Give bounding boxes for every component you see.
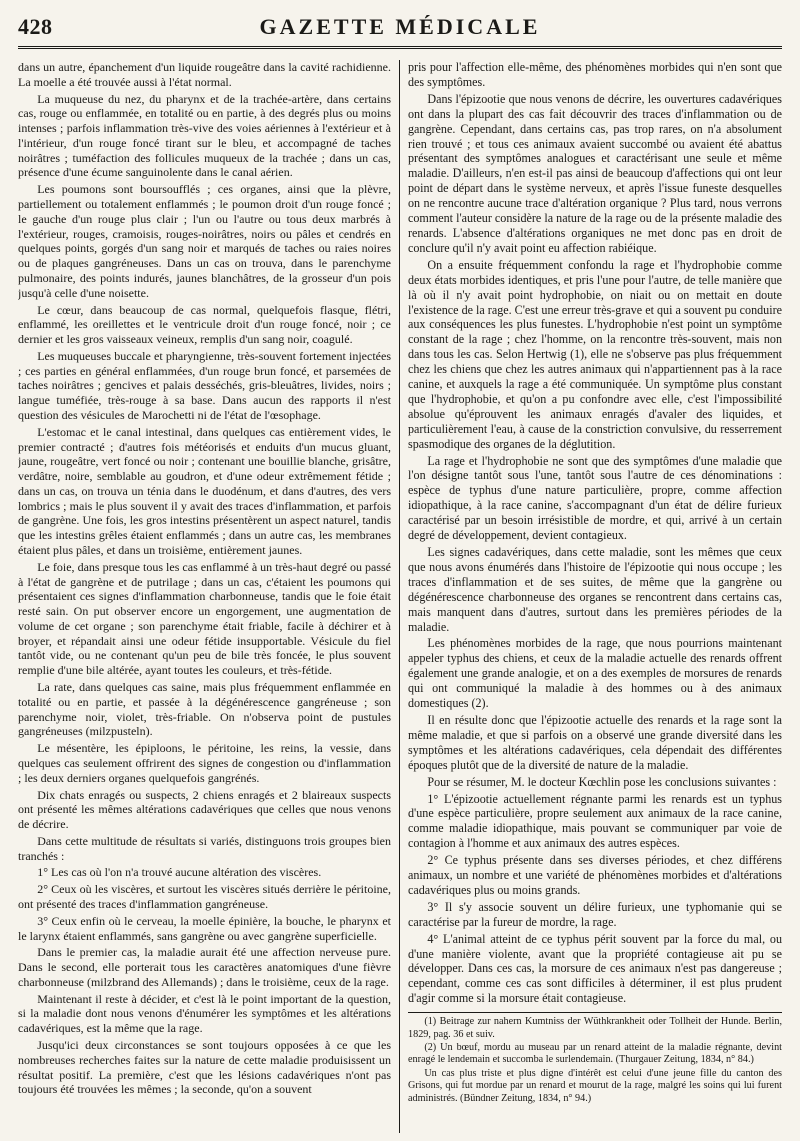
paragraph: pris pour l'affection elle-même, des phénomènes morbides qui n'en sont que des symptômes. xyxy=(408,60,782,89)
page-header xyxy=(18,14,782,54)
paragraph: 2° Ceux où les viscères, et surtout les viscères situés derrière le péritoine, ont présenté des traces d'inflammation gangréneuse. xyxy=(18,882,391,911)
paragraph: L'estomac et le canal intestinal, dans quelques cas entièrement vides, le premier contracté ; d'autres fois météorisés et enduits d'un mucus gluant, jaune, rougeâtre, vert foncé ou noir ; contenant une bouillie blanche, grisâtre, verdâtre, noire, semblable au goudron, et d'une odeur extrêmement fétide ; dans un cas, on trouva un ténia dans le duodénum, et dans d'autres, des vers lombrics ; mais le plus souvent il y avait des traces d'inflammation, et parfois de gangrène. Une fois, les gros intestins présentèrent un aspect naturel, tandis que les intestins grêles étaient enflammés ; dans un autre cas, les membranes étaient plus pâles, et dans un troisième, entièrement jaunes. xyxy=(18,424,391,557)
paragraph: 2° Ce typhus présente dans ses diverses périodes, et chez différens animaux, un nombre et une variété de phénomènes morbides et d'altérations cadavériques plus ou moins grands. xyxy=(408,853,782,897)
paragraph: Les poumons sont boursoufflés ; ces organes, ainsi que la plèvre, partiellement ou totalement enflammés ; le poumon droit d'un rouge foncé ; le gauche d'un rouge plus clair ; l'un ou l'autre ou tous deux marbrés à l'extérieur, rouges, cramoisis, rouges-noirâtres, noirs ou pâles et cendrés en quelques points, gorgés d'un sang noir et marqués de taches ou raies noires ou de plaques gangréneuses. Dans un cas on trouva, dans le parenchyme pulmonaire, des points indurés, jaunes blanchâtres, de la grosseur d'un pois jusqu'à celle d'une noisette. xyxy=(18,182,391,300)
paragraph: Jusqu'ici deux circonstances se sont toujours opposées à ce que les nombreuses recherches faites sur la nature de cette maladie produisissent un résultat positif. La première, c'est que les lésions cadavériques n'ont pas toujours été trouvées les mêmes ; la seconde, qu'on a souvent xyxy=(18,1038,391,1097)
paragraph: On a ensuite fréquemment confondu la rage et l'hydrophobie comme deux états morbides identiques, et pris l'une pour l'autre, de telle manière que là où il n'y avait point hydrophobie, on niait ou on mettait en doute l'existence de la rage. C'est une erreur très-grave et qui a souvent pu conduire aux conséquences les plus funestes. L'hydrophobie n'est point un symptôme constant de la rage ; chez l'homme, on la rencontre très-souvent, mais non dans tous les cas. Selon Hertwig (1), elle ne s'observe pas plus fréquemment chez les chiens que chez les autres animaux qui n'appartiennent pas à la race canine, et auxquels la rage a été communiquée. Un symptôme plus constant que l'hydrophobie, et qu'on a pu confondre avec elle, c'est l'impossibilité absolue qu'éprouvent les animaux enragés d'avaler des liquides, et particulièrement l'eau, à cause de la constriction convulsive, du resserrement spasmodique des organes de la déglutition. xyxy=(408,257,782,451)
paragraph: 1° L'épizootie actuellement régnante parmi les renards est un typhus d'une espèce particulière, propre seulement aux animaux de la race canine, comme maladie idiopathique, mais pouvant se communiquer par voie de contagion à l'homme et aux animaux des autres espèces. xyxy=(408,791,782,851)
paragraph: Dans l'épizootie que nous venons de décrire, les ouvertures cadavériques ont dans la plupart des cas fait découvrir des traces d'inflammation ou de gangrène. Cependant, dans certains cas, pas trop rares, on n'a absolument rien trouvé ; et tous ces animaux avaient succombé ou avaient été abattus présentant des symptômes analogues et caractérisant une seule et même maladie. D'ailleurs, n'en est-il pas ainsi de beaucoup d'affections qui ont leur point de départ dans le système nerveux, et après l'issue funeste desquelles on ne rencontre aucune trace d'altération organique ? Plus tard, nous verrons comment l'auteur considère la nature de la rage ou de la présente maladie des renards. L'absence d'altérations organiques ne met donc pas en droit de conclure qu'il n'y avait point eu affection rabiéique. xyxy=(408,91,782,255)
paragraph: Il en résulte donc que l'épizootie actuelle des renards et la rage sont la même maladie, et que si parfois on a observé une grande diversité dans les symptômes et les altérations cadavériques, cela dépendait des différentes époques plutôt que de la diversité de nature de la maladie. xyxy=(408,712,782,772)
paragraph: 3° Il s'y associe souvent un délire furieux, une typhomanie qui se caractérise par la fureur de mordre, la rage. xyxy=(408,899,782,929)
paragraph: Dix chats enragés ou suspects, 2 chiens enragés et 2 blaireaux suspects ont présenté les mêmes altérations cadavériques que celles que nous venons de décrire. xyxy=(18,787,391,832)
paragraph: Le cœur, dans beaucoup de cas normal, quelquefois flasque, flétri, enflammé, les oreillettes et le ventricule droit d'un rouge foncé, noir ; ce dernier et les gros vaisseaux veineux, remplis d'un sang noir, coagulé. xyxy=(18,302,391,347)
paragraph: Le mésentère, les épiploons, le péritoine, les reins, la vessie, dans quelques cas seulement offrirent des signes de congestion ou d'inflammation ; les deux derniers organes quelquefois gangrénés. xyxy=(18,741,391,785)
paragraph: La rate, dans quelques cas saine, mais plus fréquemment enflammée en totalité ou en partie, et passée à la dégénérescence gangréneuse ; son parenchyme noir, violet, très-friable. On n'observa point de pustules gangréneuses (milzpusteln). xyxy=(18,680,391,739)
text-columns xyxy=(18,60,782,1133)
paragraph: dans un autre, épanchement d'un liquide rougeâtre dans la cavité rachidienne. La moelle a été trouvée aussi à l'état normal. xyxy=(18,60,391,89)
paragraph: Les muqueuses buccale et pharyngienne, très-souvent fortement injectées ; ces parties en général enflammées, d'un rouge brun foncé, et parsemées de taches noirâtres ; gencives et palais desséchés, gris-bleuâtres, livides, noirs ; langue tuméfiée, très-rouge à sa base. Dans aucun des rapports il n'est question des vésicules de Marochetti ni de l'état de l'œsophage. xyxy=(18,348,391,422)
paragraph: 4° L'animal atteint de ce typhus périt souvent par la force du mal, ou d'une manière violente, avant que la propriété contagieuse ait pu se développer. Dans ces cas, la morsure de ces animaux n'est pas dangereuse ; cependant, comme ces cas sont difficiles à déterminer, il est plus prudent d'agir comme si la morsure était contagieuse. xyxy=(408,931,782,1006)
paragraph: Maintenant il reste à décider, et c'est là le point important de la question, si la maladie dont nous venons d'énumérer les symptômes et les altérations cadavériques, est la même que la rage. xyxy=(18,991,391,1036)
journal-title: GAZETTE MÉDICALE xyxy=(259,14,541,39)
paragraph: Le foie, dans presque tous les cas enflammé à un très-haut degré ou passé à l'état de gangrène et de putrilage ; dans un cas, c'étaient les poumons qui présentaient ces signes d'inflammation charbonneuse, tandis que le foie était resté sain. On put observer encore un engorgement, une augmentation de volume de cet organe ; son parenchyme était friable, facile à déchirer et à broyer, et répandait ainsi une odeur fétide insupportable. Vésicule du fiel tantôt vide, ou ne contenant qu'un peu de bile très foncée, le plus souvent remplie d'une bile altérée, ayant toutes les couleurs, et très-fétide. xyxy=(18,559,391,678)
paragraph: La rage et l'hydrophobie ne sont que des symptômes d'une maladie que l'on désigne tantôt sous l'une, tantôt sous l'autre de ces dénominations : espèce de typhus d'une nature particulière, propre, comme affection idiopathique, à la race canine, s'accompagnant d'un état de délire furieux caractérisé par un besoin irrésistible de mordre, et qui, arrivé à un certain degré de développement, devient contagieux. xyxy=(408,453,782,543)
left-column xyxy=(18,60,400,1133)
paragraph: Pour se résumer, M. le docteur Kœchlin pose les conclusions suivantes : xyxy=(427,774,777,789)
paragraph: La muqueuse du nez, du pharynx et de la trachée-artère, dans certains cas, rouge ou enflammée, en totalité ou en partie, à des degrés plus ou moins intenses ; parfois inflammation très-vive des voies aériennes à l'extérieur et à l'intérieur, d'un rouge foncé tirant sur le bleu, et accompagné de taches noirâtres ; tuméfaction des follicules muqueux de la trachée ; dans un cas, présence d'une écume sanguinolente dans le canal aérien. xyxy=(18,91,391,180)
right-column xyxy=(400,60,782,1133)
paragraph: Les signes cadavériques, dans cette maladie, sont les mêmes que ceux que nous avons énumérés dans l'histoire de l'épizootie qui nous occupe ; les traces d'inflammation et de ses suites, de même que la gangrène ou dégénérescence charbonneuse des organes se rencontrent dans certains cas, mais manquent dans d'autres, surtout dans les premières périodes de la maladie. xyxy=(408,545,782,634)
footnote: Un cas plus triste et plus digne d'intérêt est celui d'une jeune fille du canton des Grisons, qui fut mordue par un renard et mourut de la rage, malgré les soins qui lui furent administrés. (Bündner Zeitung, 1834, n° 94.) xyxy=(408,1067,782,1104)
footnote: (2) Un bœuf, mordu au museau par un renard atteint de la maladie régnante, devint enragé le lendemain et succomba le surlendemain. (Thurgauer Zeitung, 1834, n° 84.) xyxy=(408,1042,782,1066)
paragraph: Dans cette multitude de résultats si variés, distinguons trois groupes bien tranchés : xyxy=(18,833,391,863)
paragraph: Dans le premier cas, la maladie aurait été une affection nerveuse pure. Dans le second, elle porterait tous les caractères anatomiques d'une fièvre charbonneuse (milzbrand des Allemands) ; dans le troisième, ceux de la rage. xyxy=(18,945,391,989)
footnote: (1) Beitrage zur nahern Kumtniss der Wüthkrankheit oder Tollheit der Hunde. Berlin, 1829, pag. 36 et suiv. xyxy=(408,1016,782,1040)
paragraph: 1° Les cas où l'on n'a trouvé aucune altération des viscères. xyxy=(37,865,322,880)
paragraph: 3° Ceux enfin où le cerveau, la moelle épinière, la bouche, le pharynx et le larynx étaient enflammés, sans gangrène ou avec gangrène superficielle. xyxy=(18,913,391,943)
header-rule xyxy=(18,46,782,49)
paragraph: Les phénomènes morbides de la rage, que nous pourrions maintenant appeler typhus des chiens, et ceux de la maladie actuelle des renards offrent également une grande analogie, et on a des exemples de morsures de renards qui ont communiqué la maladie à des hommes ou à des animaux domestiques (2). xyxy=(408,636,782,711)
page-number: 428 xyxy=(18,14,53,39)
footnote-rule xyxy=(408,1012,782,1013)
